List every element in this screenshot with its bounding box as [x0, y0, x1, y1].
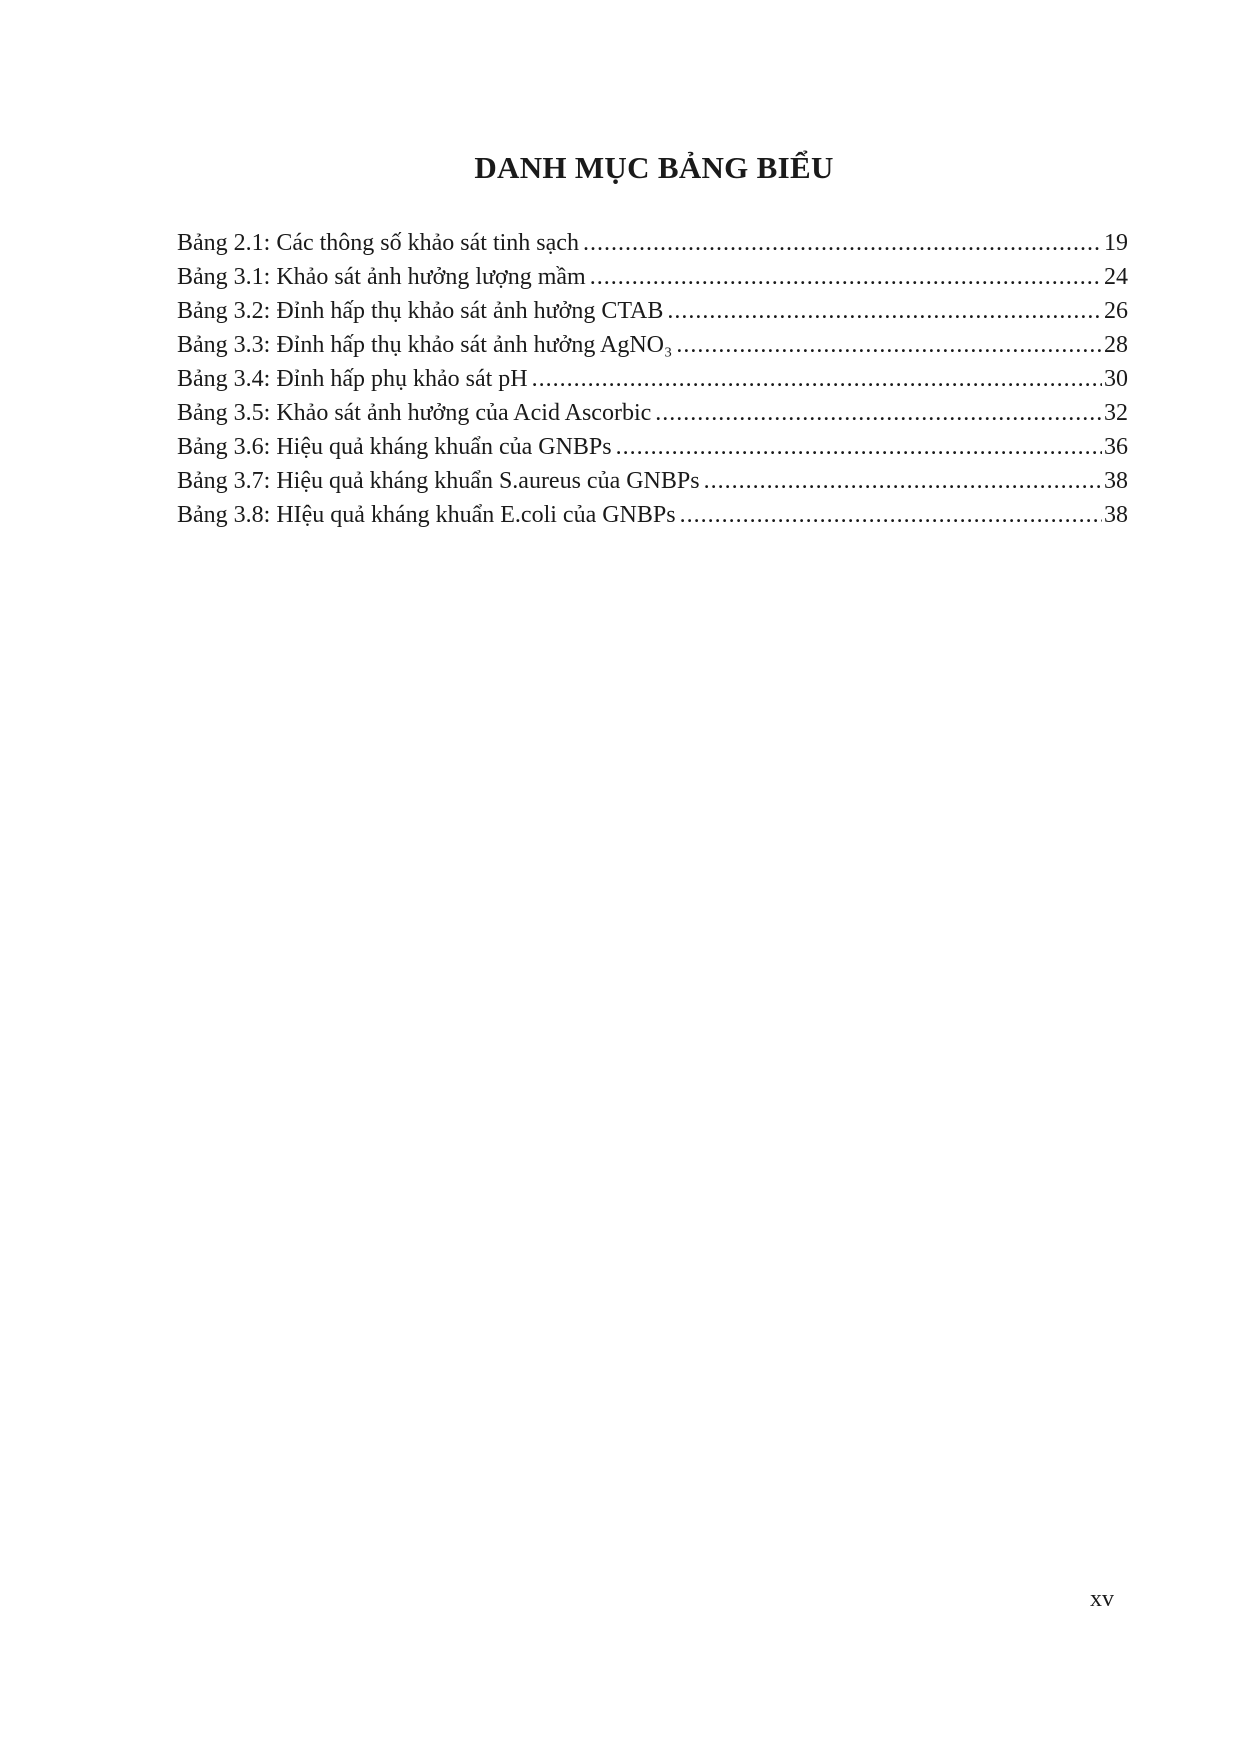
- toc-entry[interactable]: [177, 226, 1128, 260]
- toc-entry[interactable]: [177, 498, 1128, 532]
- toc-entry[interactable]: [177, 362, 1128, 396]
- toc-entry[interactable]: [177, 294, 1128, 328]
- toc-entry-page: 36: [1104, 434, 1128, 460]
- toc-entry-label: Bảng 3.2: Đỉnh hấp thụ khảo sát ảnh hưởng CTAB: [177, 298, 664, 324]
- toc-entry-label: Bảng 3.6: Hiệu quả kháng khuẩn của GNBPs: [177, 434, 612, 460]
- toc-entry-label: Bảng 3.5: Khảo sát ảnh hưởng của Acid Ascorbic: [177, 400, 652, 426]
- toc-entry-page: 24: [1104, 264, 1128, 290]
- toc-entry-label: Bảng 3.1: Khảo sát ảnh hưởng lượng mầm: [177, 264, 586, 290]
- toc-entry-label: Bảng 3.7: Hiệu quả kháng khuẩn S.aureus của GNBPs: [177, 468, 700, 494]
- toc-entry-label: Bảng 3.8: HIệu quả kháng khuẩn E.coli của GNBPs: [177, 502, 676, 528]
- toc-entry[interactable]: [177, 396, 1128, 430]
- page-number: xv: [1090, 1586, 1114, 1612]
- dot-leader: [583, 226, 1102, 260]
- dot-leader: [667, 294, 1102, 328]
- toc-entry-label: Bảng 3.4: Đỉnh hấp phụ khảo sát pH: [177, 366, 528, 392]
- toc-entry-label: Bảng 2.1: Các thông số khảo sát tinh sạch: [177, 230, 579, 256]
- dot-leader: [676, 328, 1102, 362]
- toc-entry-page: 19: [1104, 230, 1128, 256]
- dot-leader: [532, 362, 1102, 396]
- toc-entry-page: 38: [1104, 502, 1128, 528]
- table-list: [177, 226, 1128, 532]
- toc-entry-page: 30: [1104, 366, 1128, 392]
- toc-entry[interactable]: [177, 328, 1128, 362]
- toc-entry[interactable]: [177, 260, 1128, 294]
- toc-entry-page: 28: [1104, 332, 1128, 358]
- toc-entry-page: 26: [1104, 298, 1128, 324]
- toc-entry-page: 38: [1104, 468, 1128, 494]
- dot-leader: [680, 498, 1102, 532]
- dot-leader: [590, 260, 1102, 294]
- toc-entry-page: 32: [1104, 400, 1128, 426]
- toc-entry[interactable]: [177, 430, 1128, 464]
- toc-entry-label: Bảng 3.3: Đỉnh hấp thụ khảo sát ảnh hưởng AgNO₃: [177, 332, 673, 358]
- dot-leader: [655, 396, 1102, 430]
- dot-leader: [704, 464, 1102, 498]
- toc-entry[interactable]: [177, 464, 1128, 498]
- page-title: DANH MỤC BẢNG BIỂU: [474, 150, 834, 185]
- dot-leader: [616, 430, 1102, 464]
